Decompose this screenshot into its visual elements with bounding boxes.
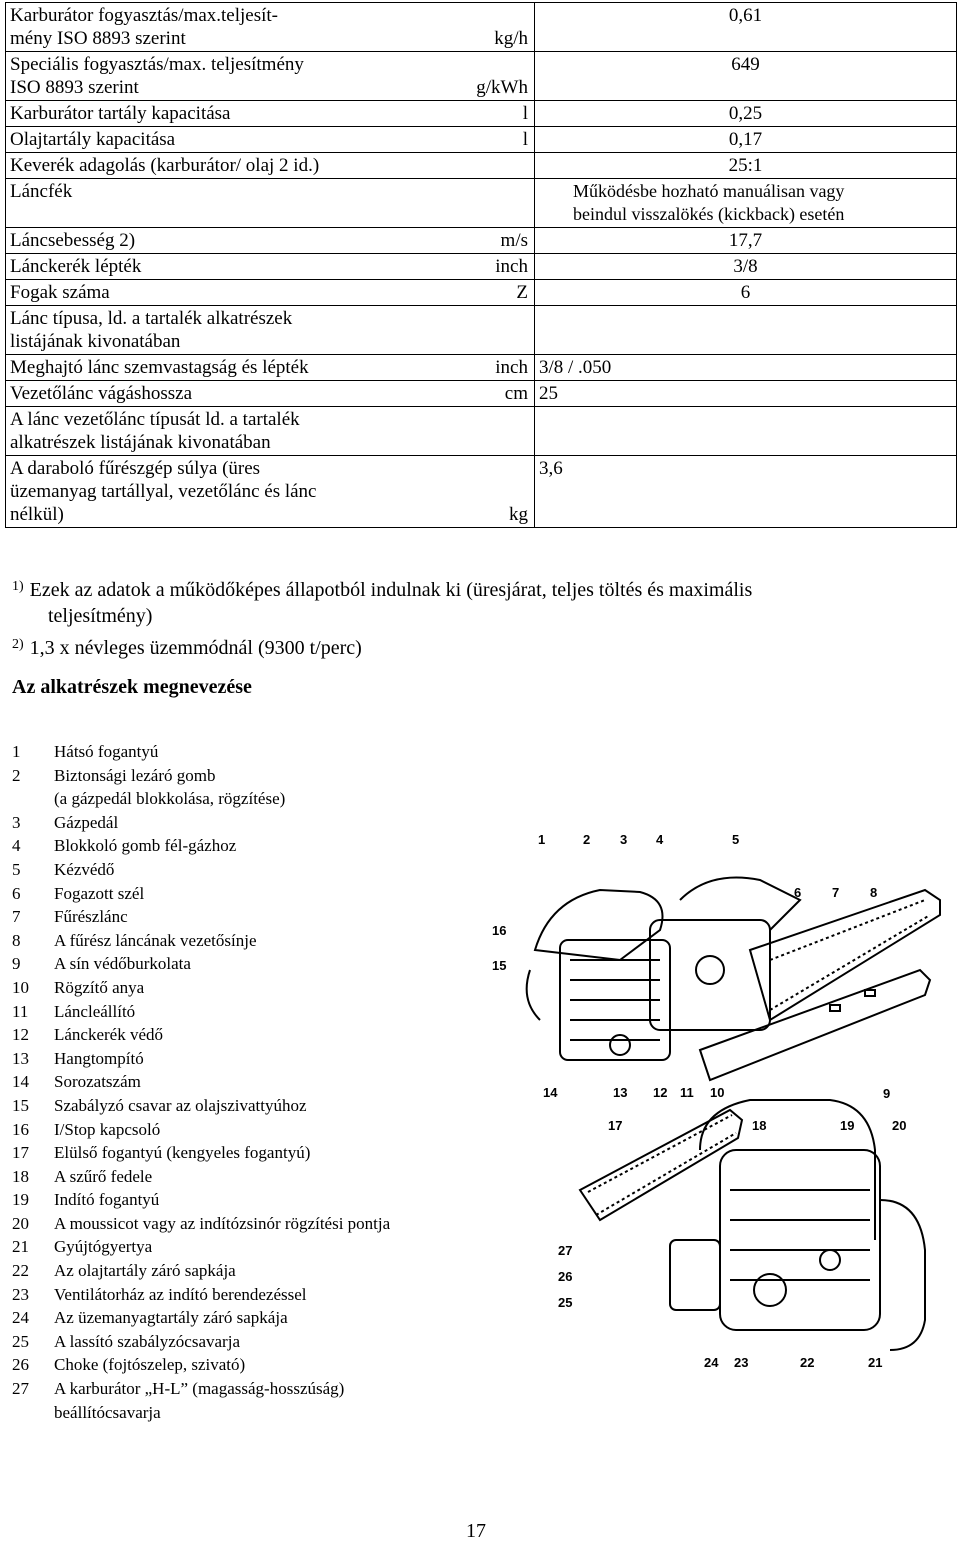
callout-9: 9	[883, 1086, 891, 1101]
spec-value: 0,25	[535, 101, 957, 127]
spec-row	[6, 355, 957, 381]
part-item	[12, 952, 390, 976]
part-name: Elülső fogantyú (kengyeles fogantyú)	[54, 1143, 311, 1163]
callout-27: 27	[558, 1243, 573, 1258]
callout-20: 20	[892, 1118, 907, 1133]
callout-16: 16	[492, 923, 507, 938]
spec-unit: inch	[495, 357, 528, 378]
part-number: 17	[12, 1143, 29, 1163]
spec-label: A lánc vezetőlánc típusát ld. a tartalék alkatrészek listájának kivonatában	[10, 409, 300, 453]
part-item	[12, 1070, 390, 1094]
spec-label: Olajtartály kapacitása	[10, 129, 176, 150]
part-item-continuation: beállítócsavarja	[54, 1402, 161, 1422]
part-name: Sorozatszám	[54, 1072, 141, 1092]
part-name: Fogazott szél	[54, 883, 145, 903]
part-name: Biztonsági lezáró gomb	[54, 765, 216, 785]
spec-value: 0,17	[535, 127, 957, 153]
spec-label: Fogak száma	[10, 282, 110, 303]
chainsaw-lower-illustration	[580, 1100, 925, 1350]
spec-value	[535, 306, 957, 355]
part-number: 14	[12, 1072, 29, 1092]
spec-unit: l	[522, 103, 528, 124]
part-item	[12, 1377, 390, 1401]
part-number: 4	[12, 836, 21, 856]
spec-value: 17,7	[535, 228, 957, 254]
part-number: 27	[12, 1379, 29, 1399]
part-name: A fűrész láncának vezetősínje	[54, 930, 257, 950]
spec-unit: l	[522, 129, 528, 150]
part-number: 3	[12, 812, 21, 832]
part-item	[12, 905, 390, 929]
spec-label: Láncsebesség 2)	[10, 230, 136, 251]
part-number: 18	[12, 1166, 29, 1186]
spec-row	[6, 407, 957, 456]
part-number: 10	[12, 977, 29, 997]
part-name: Gázpedál	[54, 812, 119, 832]
spec-value: 0,61	[535, 3, 957, 52]
spec-row	[6, 101, 957, 127]
part-name: Hangtompító	[54, 1048, 144, 1068]
part-name: Choke (fojtószelep, szivató)	[54, 1355, 246, 1375]
part-item	[12, 1000, 390, 1024]
callout-25: 25	[558, 1295, 573, 1310]
callout-10: 10	[710, 1085, 725, 1100]
part-item	[12, 1188, 390, 1212]
part-item	[12, 1165, 390, 1189]
spec-row	[6, 179, 957, 228]
callout-12: 12	[653, 1085, 668, 1100]
spec-row	[6, 52, 957, 101]
callout-4: 4	[656, 832, 664, 847]
part-name: Ventilátorház az indító berendezéssel	[54, 1284, 307, 1304]
part-item	[12, 1259, 390, 1283]
part-name: A karburátor „H-L” (magasság-hosszúság)	[54, 1379, 345, 1399]
callout-21: 21	[868, 1355, 883, 1370]
part-number: 26	[12, 1355, 29, 1375]
callout-5: 5	[732, 832, 740, 847]
part-name: Gyújtógyertya	[54, 1237, 153, 1257]
part-number: 2	[12, 765, 21, 785]
callout-8: 8	[870, 885, 878, 900]
chainsaw-upper-illustration	[527, 878, 940, 1081]
spec-table	[5, 2, 957, 528]
part-item	[12, 1047, 390, 1071]
part-item	[12, 1118, 390, 1142]
spec-unit: kg/h	[494, 28, 528, 49]
callout-18: 18	[752, 1118, 767, 1133]
spec-value: 649	[535, 52, 957, 101]
spec-unit: cm	[504, 383, 528, 404]
part-name: Az üzemanyagtartály záró sapkája	[54, 1308, 288, 1328]
callout-3: 3	[620, 832, 628, 847]
part-number: 16	[12, 1119, 29, 1139]
part-number: 9	[12, 954, 21, 974]
page-number: 17	[466, 1520, 486, 1542]
parts-heading: Az alkatrészek megnevezése	[12, 676, 252, 698]
spec-row	[6, 280, 957, 306]
part-name: Lánckerék védő	[54, 1025, 164, 1045]
chainsaw-diagram	[470, 820, 950, 1390]
spec-label: Meghajtó lánc szemvastagság és lépték	[10, 357, 309, 378]
part-item	[12, 882, 390, 906]
part-item	[12, 1330, 390, 1354]
spec-label: Speciális fogyasztás/max. teljesítmény ISO 8893 szerint	[10, 54, 304, 98]
part-number: 23	[12, 1284, 29, 1304]
part-number: 8	[12, 930, 21, 950]
spec-row	[6, 228, 957, 254]
part-name: Kézvédő	[54, 859, 115, 879]
part-name: Fűrészlánc	[54, 907, 128, 927]
part-name: A moussicot vagy az indítózsinór rögzítési pontja	[54, 1213, 391, 1233]
part-name: A szűrő fedele	[54, 1166, 153, 1186]
spec-value: 25:1	[535, 153, 957, 179]
part-item	[12, 1283, 390, 1307]
part-number: 24	[12, 1308, 29, 1328]
callout-11: 11	[680, 1085, 694, 1100]
part-name: A sín védőburkolata	[54, 954, 191, 974]
part-item	[12, 1212, 390, 1236]
part-number: 5	[12, 859, 21, 879]
part-item	[12, 1235, 390, 1259]
parts-list	[12, 740, 390, 1424]
callout-19: 19	[840, 1118, 855, 1133]
part-name: I/Stop kapcsoló	[54, 1119, 161, 1139]
part-item	[12, 1353, 390, 1377]
callout-6: 6	[794, 885, 802, 900]
part-number: 11	[12, 1001, 29, 1021]
spec-row	[6, 153, 957, 179]
part-name: Szabályzó csavar az olajszivattyúhoz	[54, 1095, 307, 1115]
part-number: 22	[12, 1261, 29, 1281]
spec-value: Működésbe hozható manuálisan vagy beindul visszalökés (kickback) esetén	[535, 179, 957, 228]
part-name: Blokkoló gomb fél-gázhoz	[54, 836, 237, 856]
part-name: Indító fogantyú	[54, 1190, 160, 1210]
callout-17: 17	[608, 1118, 623, 1133]
part-item	[12, 976, 390, 1000]
spec-label: Karburátor fogyasztás/max.teljesít- mény ISO 8893 szerint	[10, 5, 279, 49]
part-number: 12	[12, 1025, 29, 1045]
callout-1: 1	[538, 832, 546, 847]
part-item	[12, 1023, 390, 1047]
spec-value: 3,6	[535, 456, 957, 528]
spec-label: Karburátor tartály kapacitása	[10, 103, 231, 124]
callout-15: 15	[492, 958, 507, 973]
callout-26: 26	[558, 1269, 573, 1284]
callout-14: 14	[543, 1085, 558, 1100]
part-number: 13	[12, 1048, 29, 1068]
part-item	[12, 1306, 390, 1330]
callout-13: 13	[613, 1085, 628, 1100]
part-item	[12, 764, 390, 788]
spec-label: A daraboló fűrészgép súlya (üres üzemanyag tartállyal, vezetőlánc és lánc nélkül)	[10, 458, 317, 525]
spec-label: Lánc típusa, ld. a tartalék alkatrészek listájának kivonatában	[10, 308, 293, 352]
part-name: Hátsó fogantyú	[54, 742, 159, 761]
part-number: 21	[12, 1237, 29, 1257]
spec-row	[6, 381, 957, 407]
spec-unit: inch	[495, 256, 528, 277]
part-item-continuation: (a gázpedál blokkolása, rögzítése)	[54, 789, 286, 809]
part-item	[12, 858, 390, 882]
part-item	[12, 1141, 390, 1165]
spec-label: Vezetőlánc vágáshossza	[10, 383, 193, 404]
spec-value	[535, 407, 957, 456]
part-number: 15	[12, 1095, 29, 1115]
part-number: 1	[12, 742, 21, 761]
spec-value: 3/8	[535, 254, 957, 280]
part-number: 6	[12, 883, 21, 903]
spec-value: 3/8 / .050	[535, 355, 957, 381]
spec-label: Keverék adagolás (karburátor/ olaj 2 id.)	[10, 155, 320, 176]
callout-22: 22	[800, 1355, 815, 1370]
part-item	[12, 1094, 390, 1118]
part-name: A lassító szabályzócsavarja	[54, 1331, 240, 1351]
spec-row	[6, 306, 957, 355]
spec-row	[6, 3, 957, 52]
spec-row	[6, 456, 957, 528]
callout-23: 23	[734, 1355, 749, 1370]
part-name: Láncleállító	[54, 1001, 136, 1021]
footnote-1: $^{1)}$ Ezek az adatok a működőképes állapotból indulnak ki (üresjárat, teljes töltés és maximális teljesítmény)	[12, 579, 753, 627]
callout-7: 7	[832, 885, 840, 900]
spec-label: Láncfék	[10, 181, 73, 202]
spec-row	[6, 127, 957, 153]
spec-value: 6	[535, 280, 957, 306]
part-number: 25	[12, 1331, 29, 1351]
spec-unit: Z	[516, 282, 528, 303]
part-name: Az olajtartály záró sapkája	[54, 1261, 236, 1281]
part-item	[12, 740, 390, 764]
part-name: Rögzítő anya	[54, 977, 145, 997]
diagram-callouts	[492, 832, 906, 1370]
callout-2: 2	[583, 832, 591, 847]
part-number: 19	[12, 1190, 29, 1210]
part-item	[12, 834, 390, 858]
part-number: 20	[12, 1213, 29, 1233]
spec-row	[6, 254, 957, 280]
callout-24: 24	[704, 1355, 719, 1370]
spec-unit: kg	[509, 504, 528, 525]
footnote-2: $^{2)}$ 1,3 x névleges üzemmódnál (9300 t/perc)	[12, 637, 362, 659]
part-item	[12, 811, 390, 835]
spec-value: 25	[535, 381, 957, 407]
part-number: 7	[12, 907, 21, 927]
spec-unit: m/s	[500, 230, 528, 251]
spec-label: Lánckerék lépték	[10, 256, 142, 277]
part-item	[12, 929, 390, 953]
spec-unit: g/kWh	[476, 77, 528, 98]
